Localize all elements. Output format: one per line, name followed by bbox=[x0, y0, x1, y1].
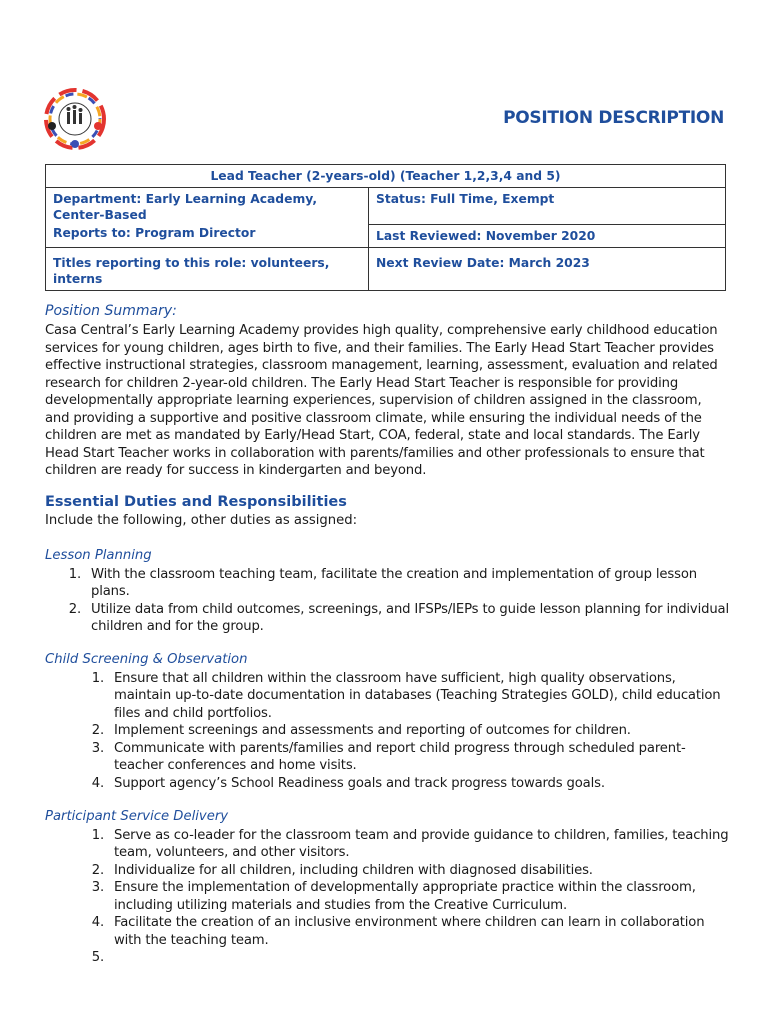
position-title-cell: Lead Teacher (2-years-old) (Teacher 1,2,3,4 and 5) bbox=[46, 165, 726, 188]
item-text: With the classroom teaching team, facilitate the creation and implementation of group lesson plans. bbox=[91, 566, 697, 599]
status-text: Status: Full Time, Exempt bbox=[369, 188, 725, 225]
duties-subheading: Include the following, other duties as assigned: bbox=[45, 513, 358, 528]
child-screening-section bbox=[45, 651, 735, 792]
status-cell bbox=[369, 188, 726, 248]
item-number: 3. bbox=[91, 740, 104, 756]
item-text: Ensure the implementation of developmentally appropriate practice within the classroom, including utilizing materials and studies from the Creative Curriculum. bbox=[114, 880, 696, 913]
lesson-planning-section bbox=[45, 547, 735, 636]
item-number: 5. bbox=[91, 950, 104, 965]
section-heading: Child Screening & Observation bbox=[45, 652, 248, 667]
page-title: POSITION DESCRIPTION bbox=[503, 108, 724, 128]
item-number: 2. bbox=[91, 862, 104, 878]
item-number: 1. bbox=[91, 670, 104, 686]
list-item bbox=[45, 879, 735, 914]
reports-to-text: Reports to: Program Director bbox=[53, 226, 256, 240]
department-cell bbox=[46, 188, 369, 248]
item-number: 1. bbox=[68, 566, 81, 582]
item-number: 3. bbox=[91, 880, 104, 895]
position-summary-heading: Position Summary: bbox=[45, 303, 177, 319]
titles-reporting-cell: Titles reporting to this role: volunteers, interns bbox=[46, 248, 369, 291]
participant-service-section bbox=[45, 808, 735, 965]
item-text: Facilitate the creation of an inclusive environment where children can learn in collaboration with the teaching team. bbox=[114, 915, 705, 948]
list-item bbox=[45, 601, 735, 636]
item-number: 2. bbox=[68, 601, 81, 617]
section-heading: Participant Service Delivery bbox=[45, 809, 229, 824]
item-text: Implement screenings and assessments and reporting of outcomes for children. bbox=[114, 723, 631, 738]
duties-heading: Essential Duties and Responsibilities bbox=[45, 494, 347, 510]
position-info-table bbox=[45, 164, 726, 291]
list-item bbox=[45, 827, 735, 862]
position-summary-body: Casa Central’s Early Learning Academy provides high quality, comprehensive early childhood education services for young children, ages birth to five, and their families. The Early Head Start Teacher provides effective instructional strategies, classroom management, learning, assessment, evaluation and related research for children 2-year-old children. The Early Head Start Teacher is responsible for providing developmentally appropriate learning experiences, supervision of children assigned in the classroom, and providing a supportive and positive classroom climate, while ensuring the individual needs of the children are met as mandated by Early/Head Start, COA, federal, state and local standards. The Early Head Start Teacher works in collaboration with parents/families and other professionals to ensure that children are ready for success in kindergarten and beyond. bbox=[45, 323, 718, 478]
item-text: Support agency’s School Readiness goals and track progress towards goals. bbox=[114, 775, 605, 791]
item-number: 4. bbox=[91, 915, 104, 930]
department-text: Department: Early Learning Academy, Center-Based bbox=[53, 192, 317, 222]
last-reviewed-text: Last Reviewed: November 2020 bbox=[376, 229, 596, 243]
list-item bbox=[45, 722, 735, 740]
list-item bbox=[45, 862, 735, 880]
list-item bbox=[45, 670, 735, 723]
list-item bbox=[45, 914, 735, 949]
item-text: Serve as co-leader for the classroom team and provide guidance to children, families, teaching team, volunteers, and other visitors. bbox=[114, 827, 729, 860]
item-number: 1. bbox=[91, 827, 104, 843]
item-number: 4. bbox=[91, 775, 104, 791]
casa-central-logo-icon bbox=[44, 88, 106, 150]
item-text: Individualize for all children, including children with diagnosed disabilities. bbox=[114, 862, 593, 878]
next-review-cell: Next Review Date: March 2023 bbox=[369, 248, 726, 291]
item-text: Ensure that all children within the classroom have sufficient, high quality observations, maintain up-to-date documentation in databases (Teaching Strategies GOLD), child education files and child portfolios. bbox=[114, 670, 721, 721]
list-item bbox=[45, 566, 735, 601]
section-heading: Lesson Planning bbox=[45, 548, 152, 563]
item-text: Utilize data from child outcomes, screenings, and IFSPs/IEPs to guide lesson planning for individual children and for the group. bbox=[91, 601, 729, 634]
item-number: 2. bbox=[91, 723, 104, 738]
list-item bbox=[45, 775, 735, 793]
list-item bbox=[45, 740, 735, 775]
item-text: Communicate with parents/families and report child progress through scheduled parent-teacher conferences and home visits. bbox=[114, 740, 686, 773]
